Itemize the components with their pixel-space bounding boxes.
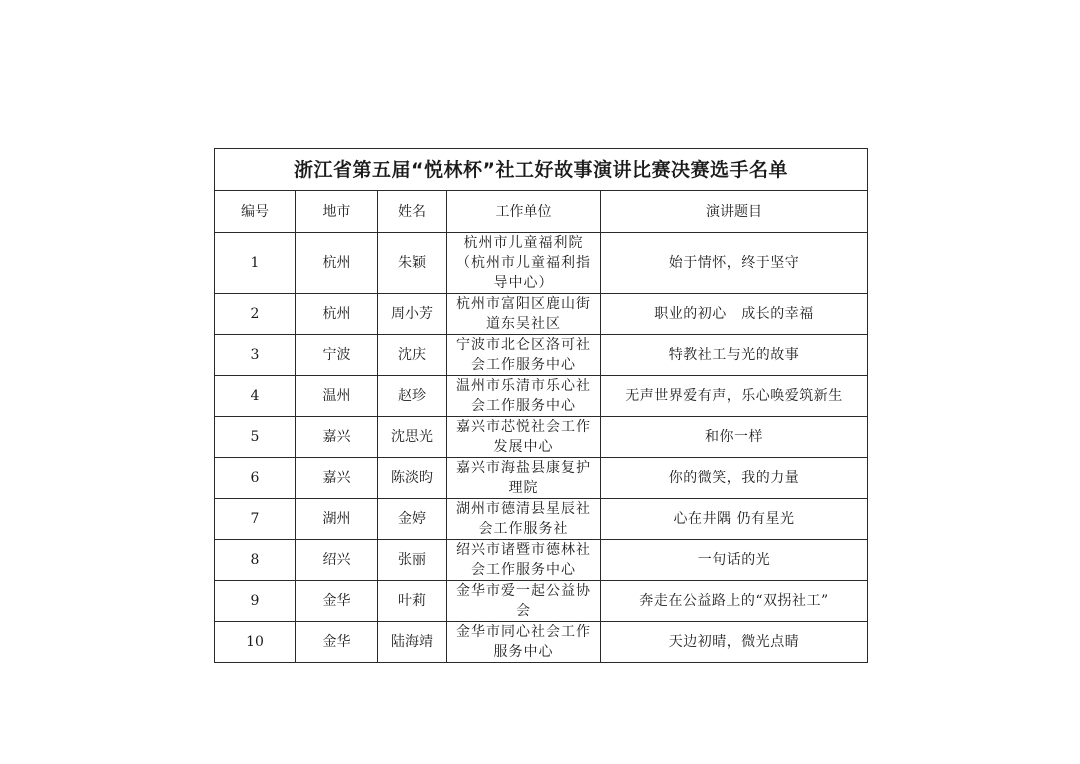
cell-number: 7	[215, 499, 296, 540]
cell-number: 4	[215, 376, 296, 417]
cell-name: 张丽	[378, 540, 447, 581]
cell-unit: 杭州市富阳区鹿山街道东吴社区	[447, 294, 601, 335]
column-header-city: 地市	[296, 191, 378, 233]
cell-city: 金华	[296, 581, 378, 622]
cell-number: 2	[215, 294, 296, 335]
cell-speech-title: 始于情怀，终于坚守	[601, 233, 868, 294]
cell-number: 8	[215, 540, 296, 581]
cell-city: 杭州	[296, 233, 378, 294]
cell-speech-title: 一句话的光	[601, 540, 868, 581]
cell-number: 3	[215, 335, 296, 376]
cell-city: 宁波	[296, 335, 378, 376]
cell-number: 10	[215, 622, 296, 663]
cell-unit: 金华市爱一起公益协会	[447, 581, 601, 622]
table-row	[215, 458, 868, 499]
cell-name: 沈庆	[378, 335, 447, 376]
cell-unit: 杭州市儿童福利院（杭州市儿童福利指导中心）	[447, 233, 601, 294]
table-row	[215, 499, 868, 540]
cell-unit: 宁波市北仑区洛可社会工作服务中心	[447, 335, 601, 376]
table-row	[215, 335, 868, 376]
column-header-number: 编号	[215, 191, 296, 233]
column-header-unit: 工作单位	[447, 191, 601, 233]
cell-number: 1	[215, 233, 296, 294]
cell-name: 陆海靖	[378, 622, 447, 663]
cell-name: 朱颖	[378, 233, 447, 294]
table-row	[215, 233, 868, 294]
cell-city: 绍兴	[296, 540, 378, 581]
table-row	[215, 622, 868, 663]
cell-city: 湖州	[296, 499, 378, 540]
cell-unit: 湖州市德清县星辰社会工作服务社	[447, 499, 601, 540]
cell-number: 6	[215, 458, 296, 499]
table-row	[215, 581, 868, 622]
column-header-name: 姓名	[378, 191, 447, 233]
cell-number: 9	[215, 581, 296, 622]
cell-unit: 绍兴市诸暨市德林社会工作服务中心	[447, 540, 601, 581]
cell-city: 杭州	[296, 294, 378, 335]
cell-speech-title: 特教社工与光的故事	[601, 335, 868, 376]
cell-speech-title: 你的微笑，我的力量	[601, 458, 868, 499]
cell-name: 叶莉	[378, 581, 447, 622]
cell-speech-title: 职业的初心 成长的幸福	[601, 294, 868, 335]
table-row	[215, 376, 868, 417]
cell-name: 陈淡昀	[378, 458, 447, 499]
table-row	[215, 417, 868, 458]
cell-speech-title: 奔走在公益路上的“双拐社工”	[601, 581, 868, 622]
cell-name: 金婷	[378, 499, 447, 540]
cell-name: 赵珍	[378, 376, 447, 417]
cell-city: 温州	[296, 376, 378, 417]
cell-speech-title: 无声世界爱有声，乐心唤爱筑新生	[601, 376, 868, 417]
cell-speech-title: 和你一样	[601, 417, 868, 458]
cell-city: 嘉兴	[296, 458, 378, 499]
table-title: 浙江省第五届“悦林杯”社工好故事演讲比赛决赛选手名单	[215, 149, 868, 191]
cell-number: 5	[215, 417, 296, 458]
cell-speech-title: 天边初晴，微光点睛	[601, 622, 868, 663]
cell-unit: 嘉兴市芯悦社会工作发展中心	[447, 417, 601, 458]
finalist-table	[214, 148, 868, 663]
cell-city: 金华	[296, 622, 378, 663]
cell-city: 嘉兴	[296, 417, 378, 458]
table-row	[215, 294, 868, 335]
cell-unit: 温州市乐清市乐心社会工作服务中心	[447, 376, 601, 417]
table-row	[215, 540, 868, 581]
cell-unit: 金华市同心社会工作服务中心	[447, 622, 601, 663]
cell-unit: 嘉兴市海盐县康复护理院	[447, 458, 601, 499]
cell-name: 沈思光	[378, 417, 447, 458]
cell-speech-title: 心在井隅 仍有星光	[601, 499, 868, 540]
column-header-speech-title: 演讲题目	[601, 191, 868, 233]
cell-name: 周小芳	[378, 294, 447, 335]
